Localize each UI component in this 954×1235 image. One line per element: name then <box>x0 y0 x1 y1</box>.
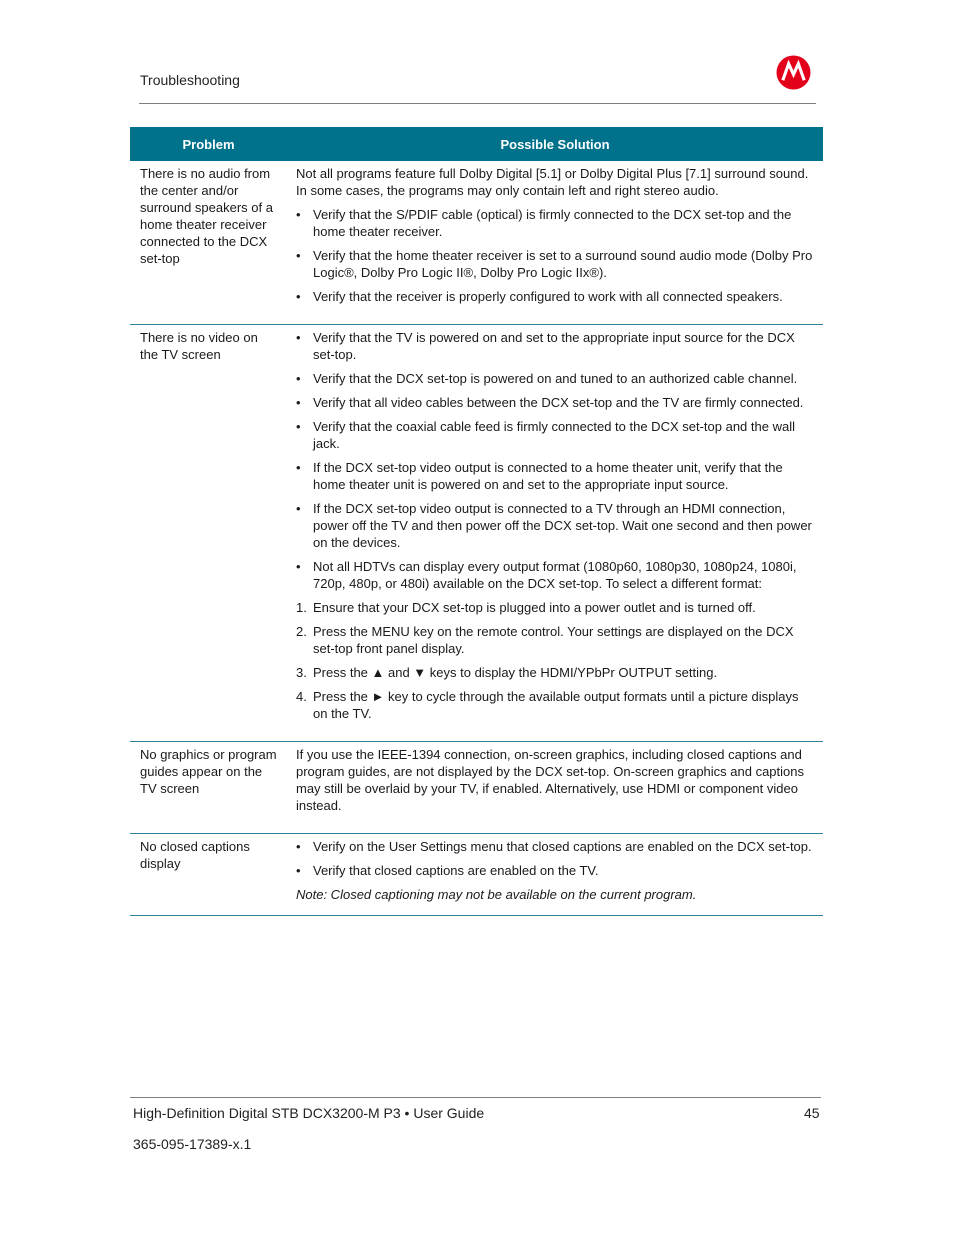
list-item-text: Not all HDTVs can display every output format (1080p60, 1080p30, 1080p24, 1080i, 720p, 480p, or 480i) available on the DCX set-top. To select a different format: <box>313 559 797 591</box>
list-item-text: If the DCX set-top video output is connected to a home theater unit, verify that the home theater unit is powered on and set to the appropriate input source. <box>313 460 783 492</box>
bullet-icon: • <box>296 501 301 516</box>
bullet-icon: • <box>296 371 301 386</box>
page-number: 45 <box>804 1105 820 1121</box>
solution-cell <box>287 742 823 834</box>
problem-cell: No closed captions display <box>130 834 287 916</box>
solution-intro: If you use the IEEE-1394 connection, on-screen graphics, including closed captions and program guides, are not displayed by the DCX set-top. On-screen graphics and captions may still be overlaid by your TV, if enabled. Alternatively, use HDMI or component video instead. <box>296 747 804 813</box>
step-text: Press the ► key to cycle through the available output formats until a picture displays on the TV. <box>313 689 799 721</box>
step-number: 3. <box>296 665 307 680</box>
bullet-icon: • <box>296 839 301 854</box>
bullet-icon: • <box>296 460 301 475</box>
list-item <box>296 558 815 592</box>
solution-step-list <box>296 599 815 722</box>
footer-divider <box>130 1097 821 1098</box>
list-item-text: Verify that closed captions are enabled on the TV. <box>313 863 599 878</box>
bullet-icon: • <box>296 207 301 222</box>
step-text: Ensure that your DCX set-top is plugged into a power outlet and is turned off. <box>313 600 756 615</box>
motorola-logo-icon <box>776 55 811 90</box>
list-item-text: Verify that the coaxial cable feed is firmly connected to the DCX set-top and the wall jack. <box>313 419 795 451</box>
page-section-title: Troubleshooting <box>140 72 240 88</box>
solution-bullet-list <box>296 329 815 592</box>
bullet-icon: • <box>296 330 301 345</box>
list-item-text: Verify that the home theater receiver is set to a surround sound audio mode (Dolby Pro Logic®, Dolby Pro Logic II®, Dolby Pro Logic IIx®). <box>313 248 813 280</box>
list-item <box>296 329 815 363</box>
bullet-icon: • <box>296 419 301 434</box>
solution-note: Note: Closed captioning may not be available on the current program. <box>296 887 697 902</box>
list-item-text: Verify that all video cables between the DCX set-top and the TV are firmly connected. <box>313 395 804 410</box>
solution-intro: Not all programs feature full Dolby Digital [5.1] or Dolby Digital Plus [7.1] surround sound. In some cases, the programs may only contain left and right stereo audio. <box>296 166 809 198</box>
step-item <box>296 623 815 657</box>
step-item <box>296 599 815 616</box>
problem-cell: There is no video on the TV screen <box>130 325 287 742</box>
bullet-icon: • <box>296 559 301 574</box>
step-text: Press the ▲ and ▼ keys to display the HDMI/YPbPr OUTPUT setting. <box>313 665 718 680</box>
solution-cell <box>287 325 823 742</box>
bullet-icon: • <box>296 395 301 410</box>
bullet-icon: • <box>296 863 301 878</box>
table-row <box>130 834 823 916</box>
problem-cell: There is no audio from the center and/or surround speakers of a home theater receiver connected to the DCX set-top <box>130 161 287 325</box>
list-item <box>296 247 815 281</box>
list-item <box>296 418 815 452</box>
list-item-text: Verify that the receiver is properly configured to work with all connected speakers. <box>313 289 783 304</box>
list-item <box>296 394 815 411</box>
list-item-text: Verify that the S/PDIF cable (optical) is firmly connected to the DCX set-top and the home theater receiver. <box>313 207 792 239</box>
solution-cell <box>287 834 823 916</box>
table-row <box>130 161 823 325</box>
footer-document-title: High-Definition Digital STB DCX3200-M P3 • User Guide <box>133 1105 485 1121</box>
list-item <box>296 288 815 305</box>
column-header-solution: Possible Solution <box>287 127 823 161</box>
step-number: 1. <box>296 600 307 615</box>
list-item <box>296 862 815 879</box>
table-header-row <box>130 127 823 161</box>
column-header-problem: Problem <box>130 127 287 161</box>
problem-cell: No graphics or program guides appear on the TV screen <box>130 742 287 834</box>
list-item <box>296 206 815 240</box>
list-item <box>296 459 815 493</box>
table-row <box>130 325 823 742</box>
step-number: 2. <box>296 624 307 639</box>
list-item <box>296 838 815 855</box>
step-item <box>296 664 815 681</box>
solution-bullet-list <box>296 838 815 879</box>
step-text: Press the MENU key on the remote control. Your settings are displayed on the DCX set-top front panel display. <box>313 624 794 656</box>
solution-cell <box>287 161 823 325</box>
list-item-text: Verify that the DCX set-top is powered on and tuned to an authorized cable channel. <box>313 371 798 386</box>
list-item-text: Verify that the TV is powered on and set to the appropriate input source for the DCX set-top. <box>313 330 795 362</box>
bullet-icon: • <box>296 289 301 304</box>
list-item <box>296 370 815 387</box>
list-item-text: If the DCX set-top video output is connected to a TV through an HDMI connection, power off the TV and then power off the DCX set-top. Wait one second and then power on the devices. <box>313 501 812 550</box>
table-row <box>130 742 823 834</box>
list-item <box>296 500 815 551</box>
step-item <box>296 688 815 722</box>
list-item-text: Verify on the User Settings menu that closed captions are enabled on the DCX set-top. <box>313 839 812 854</box>
solution-bullet-list <box>296 206 815 305</box>
document-number: 365-095-17389-x.1 <box>133 1136 252 1152</box>
header-divider <box>139 103 816 104</box>
bullet-icon: • <box>296 248 301 263</box>
step-number: 4. <box>296 689 307 704</box>
troubleshooting-table <box>130 127 823 916</box>
